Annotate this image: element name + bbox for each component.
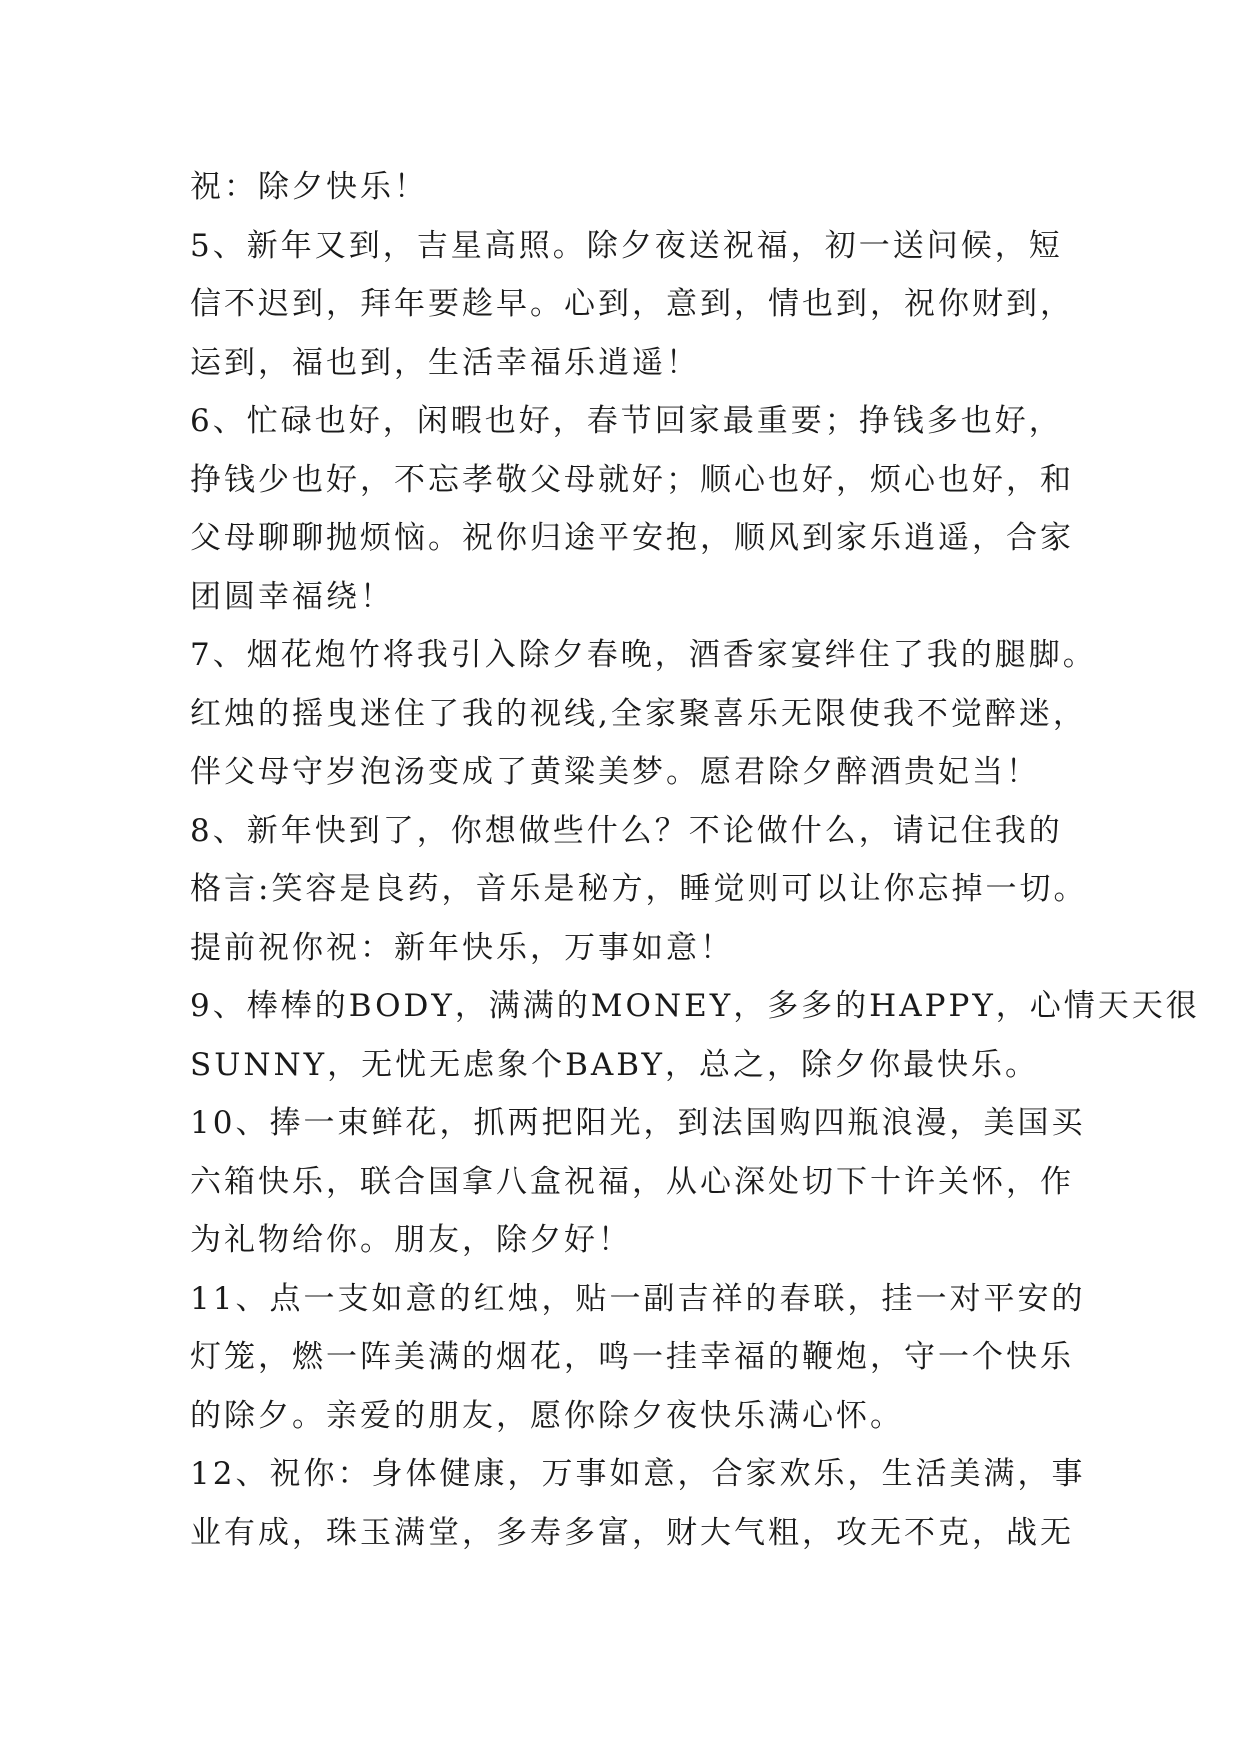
text-line: 团圆幸福绕！: [190, 578, 394, 615]
text-line: 祝：除夕快乐！: [190, 169, 428, 205]
document-body: [190, 158, 1200, 1562]
text-line: 红烛的摇曳迷住了我的视线,全家聚喜乐无限使我不觉醉迷，: [190, 695, 1087, 732]
text-line: 业有成，珠玉满堂，多寿多富，财大气粗，攻无不克，战无: [190, 1514, 1074, 1551]
text-line: SUNNY，无忧无虑象个BABY，总之，除夕你最快乐。: [190, 1046, 1039, 1083]
text-line: 信不迟到，拜年要趁早。心到，意到，情也到，祝你财到，: [190, 286, 1074, 322]
text-line: 为礼物给你。朋友，除夕好！: [190, 1222, 632, 1258]
text-line: 5、新年又到，吉星高照。除夕夜送祝福，初一送问候，短: [190, 227, 1063, 264]
text-line: 父母聊聊抛烦恼。祝你归途平安抱，顺风到家乐逍遥，合家: [190, 520, 1074, 556]
text-line: 挣钱少也好，不忘孝敬父母就好；顺心也好，烦心也好，和: [190, 461, 1074, 498]
text-line: 10、捧一束鲜花，抓两把阳光，到法国购四瓶浪漫，美国买: [190, 1105, 1086, 1141]
text-line: 6、忙碌也好，闲暇也好，春节回家最重要；挣钱多也好，: [190, 403, 1063, 439]
text-line: 六箱快乐，联合国拿八盒祝福，从心深处切下十许关怀，作: [190, 1163, 1074, 1200]
text-line: 提前祝你祝：新年快乐，万事如意！: [190, 929, 734, 966]
text-line: 8、新年快到了，你想做些什么？不论做什么，请记住我的: [190, 812, 1063, 849]
text-line: 7、烟花炮竹将我引入除夕春晚，酒香家宴绊住了我的腿脚。: [190, 637, 1097, 673]
text-line: 运到，福也到，生活幸福乐逍遥！: [190, 344, 700, 381]
text-line: 12、祝你：身体健康，万事如意，合家欢乐，生活美满，事: [190, 1456, 1086, 1492]
text-line: 灯笼，燃一阵美满的烟花，鸣一挂幸福的鞭炮，守一个快乐: [190, 1339, 1074, 1375]
text-line: 的除夕。亲爱的朋友，愿你除夕夜快乐满心怀。: [190, 1397, 904, 1434]
text-line: 11、点一支如意的红烛，贴一副吉祥的春联，挂一对平安的: [190, 1280, 1086, 1317]
text-line: 伴父母守岁泡汤变成了黄粱美梦。愿君除夕醉酒贵妃当！: [190, 754, 1040, 790]
text-line: 9、棒棒的BODY，满满的MONEY，多多的HAPPY，心情天天很: [190, 988, 1200, 1024]
text-line: 格言:笑容是良药，音乐是秘方，睡觉则可以让你忘掉一切。: [190, 871, 1088, 907]
